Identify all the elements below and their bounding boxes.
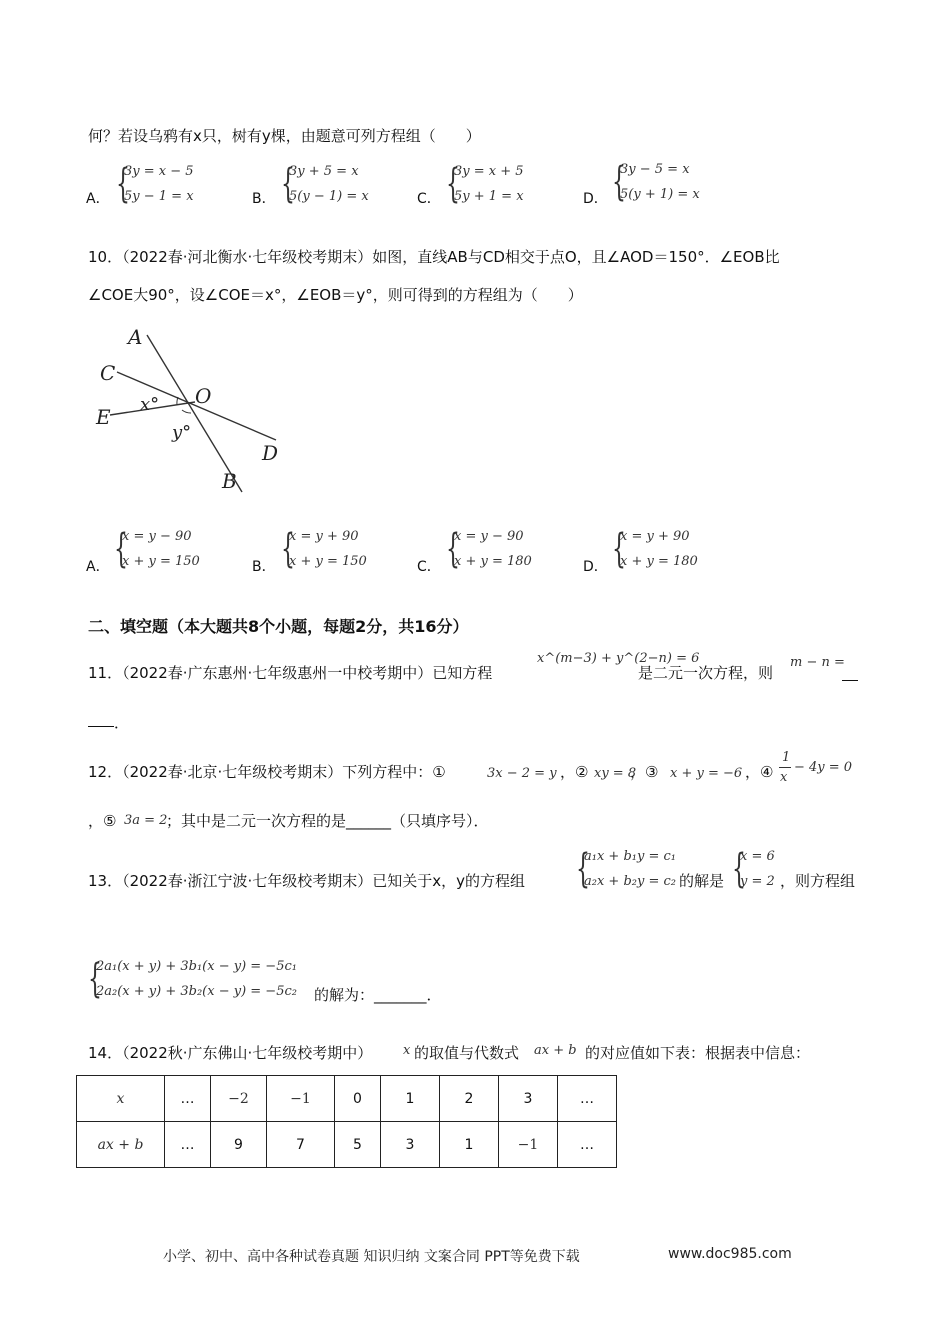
- table-cell: 2: [440, 1076, 499, 1122]
- q12-line2-prefix: ，⑤: [88, 812, 117, 830]
- table-cell: −2: [211, 1076, 267, 1122]
- q10-option-b-label: B．: [252, 559, 276, 575]
- q9-option-c-label: C．: [417, 191, 441, 207]
- table-row: [77, 1122, 617, 1168]
- table-cell: …: [558, 1122, 617, 1168]
- q12-sep4: ，④: [745, 763, 774, 781]
- q11-blank-part2: [88, 726, 114, 727]
- brace: {: [116, 161, 130, 207]
- q12-eq2: xy = 8: [594, 766, 637, 781]
- brace: {: [576, 846, 590, 892]
- q10-option-d-label: D．: [583, 559, 608, 575]
- brace: {: [281, 161, 295, 207]
- table-cell: …: [558, 1076, 617, 1122]
- q10-c-line2: x + y = 180: [454, 554, 532, 569]
- q12-line2-suffix: ；其中是二元一次方程的是______（只填序号）．: [166, 812, 489, 830]
- q11-end: ．: [114, 714, 130, 732]
- label-y-angle: y°: [172, 422, 192, 443]
- q13-prefix: 13．（2022春·浙江宁波·七年级校考期末）已知关于x，y的方程组: [88, 872, 526, 890]
- q12-eq4-denominator: x: [780, 770, 788, 785]
- q14-value-table: [76, 1075, 617, 1168]
- table-cell: …: [165, 1076, 211, 1122]
- table-cell: 3: [499, 1076, 558, 1122]
- brace: {: [446, 161, 460, 207]
- q9-d-line2: 5(y + 1) = x: [620, 187, 700, 202]
- q10-a-line1: x = y − 90: [122, 529, 192, 544]
- brace: {: [612, 526, 626, 572]
- label-e: E: [96, 405, 111, 429]
- q9-stem: 何？若设乌鸦有x只，树有y棵，由题意可列方程组（ ）: [88, 127, 481, 145]
- label-d: D: [262, 441, 279, 465]
- q11-blank-part1: [842, 680, 858, 681]
- brace: {: [281, 526, 295, 572]
- q10-d-line2: x + y = 180: [620, 554, 698, 569]
- q12-sep3: ，③: [630, 763, 659, 781]
- q11-expression: m − n =: [790, 655, 845, 670]
- section-2-heading: 二、填空题（本大题共8个小题，每题2分，共16分）: [88, 617, 469, 636]
- label-a: A: [128, 325, 143, 349]
- q12-eq4-rest: − 4y = 0: [794, 760, 853, 775]
- footer-site-link[interactable]: www.doc985.com: [668, 1246, 792, 1262]
- q14-expression: ax + b: [534, 1043, 577, 1058]
- table-cell: 7: [267, 1122, 335, 1168]
- q10-stem-line1: 10．（2022春·河北衡水·七年级校考期末）如图，直线AB与CD相交于点O，且∠AOD＝150°．∠EOB比: [88, 248, 780, 266]
- label-x-angle: x°: [140, 394, 160, 415]
- q13-sys2-line1: x = 6: [740, 849, 775, 864]
- q10-stem-line2: ∠COE大90°，设∠COE＝x°，∠EOB＝y°，则可得到的方程组为（ ）: [88, 286, 583, 304]
- q14-x: x: [403, 1043, 411, 1058]
- table-header-cell: ax + b: [77, 1122, 165, 1168]
- q9-b-line1: 3y + 5 = x: [289, 164, 359, 179]
- q10-a-line2: x + y = 150: [122, 554, 200, 569]
- q10-c-line1: x = y − 90: [454, 529, 524, 544]
- q11-equation: x^(m−3) + y^(2−n) = 6: [537, 651, 700, 666]
- table-cell: 5: [335, 1122, 381, 1168]
- q10-figure: [90, 320, 300, 500]
- table-cell: −1: [267, 1076, 335, 1122]
- q10-b-line2: x + y = 150: [289, 554, 367, 569]
- q12-eq5: 3a = 2: [124, 813, 168, 828]
- table-row: [77, 1076, 617, 1122]
- table-cell: −1: [499, 1122, 558, 1168]
- q10-d-line1: x = y + 90: [620, 529, 690, 544]
- table-cell: 1: [381, 1076, 440, 1122]
- q9-a-line1: 3y = x − 5: [124, 164, 194, 179]
- q12-prefix: 12．（2022春·北京·七年级校考期末）下列方程中：①: [88, 763, 446, 781]
- q12-eq1: 3x − 2 = y: [487, 766, 557, 781]
- q13-sys1-line1: a₁x + b₁y = c₁: [584, 849, 676, 864]
- q9-c-line2: 5y + 1 = x: [454, 189, 524, 204]
- table-cell: …: [165, 1122, 211, 1168]
- brace: {: [446, 526, 460, 572]
- q13-sys3-line1: 2a₁(x + y) + 3b₁(x − y) = −5c₁: [96, 959, 297, 974]
- q9-option-d-label: D．: [583, 191, 608, 207]
- q11-mid: 是二元一次方程，则: [638, 664, 774, 682]
- q9-d-line1: 3y − 5 = x: [620, 162, 690, 177]
- q14-end: 的对应值如下表：根据表中信息：: [585, 1044, 811, 1062]
- fraction-bar: [779, 767, 791, 768]
- q9-b-line2: 5(y − 1) = x: [289, 189, 369, 204]
- q14-prefix: 14．（2022秋·广东佛山·七年级校考期中）: [88, 1044, 373, 1062]
- label-o: O: [195, 384, 212, 408]
- q12-eq4-numerator: 1: [782, 750, 791, 765]
- q9-c-line1: 3y = x + 5: [454, 164, 524, 179]
- label-b: B: [222, 469, 237, 493]
- brace: {: [612, 159, 626, 205]
- brace: {: [88, 956, 102, 1002]
- q13-sys2-line2: y = 2: [740, 874, 775, 889]
- q9-option-b-label: B．: [252, 191, 276, 207]
- q9-option-a-label: A．: [86, 191, 110, 207]
- footer-text: 小学、初中、高中各种试卷真题 知识归纳 文案合同 PPT等免费下载: [163, 1249, 580, 1265]
- q11-prefix: 11．（2022春·广东惠州·七年级惠州一中校考期中）已知方程: [88, 664, 493, 682]
- q10-option-c-label: C．: [417, 559, 441, 575]
- q9-a-line2: 5y − 1 = x: [124, 189, 194, 204]
- q13-sys1-line2: a₂x + b₂y = c₂: [584, 874, 676, 889]
- q13-sys3-line2: 2a₂(x + y) + 3b₂(x − y) = −5c₂: [96, 984, 297, 999]
- table-cell: 9: [211, 1122, 267, 1168]
- table-cell: 3: [381, 1122, 440, 1168]
- table-header-cell: x: [77, 1076, 165, 1122]
- angle-arc-y: [182, 410, 191, 413]
- q10-b-line1: x = y + 90: [289, 529, 359, 544]
- q13-mid: 的解是: [679, 872, 725, 890]
- q12-sep2: ，②: [560, 763, 589, 781]
- q13-end: ，则方程组: [780, 872, 856, 890]
- label-c: C: [100, 361, 116, 385]
- table-cell: 1: [440, 1122, 499, 1168]
- brace: {: [114, 526, 128, 572]
- brace: {: [732, 846, 746, 892]
- q10-option-a-label: A．: [86, 559, 110, 575]
- table-cell: 0: [335, 1076, 381, 1122]
- q14-mid: 的取值与代数式: [414, 1044, 520, 1062]
- q12-eq3: x + y = −6: [670, 766, 743, 781]
- q13-suffix: 的解为：_______．: [314, 986, 442, 1004]
